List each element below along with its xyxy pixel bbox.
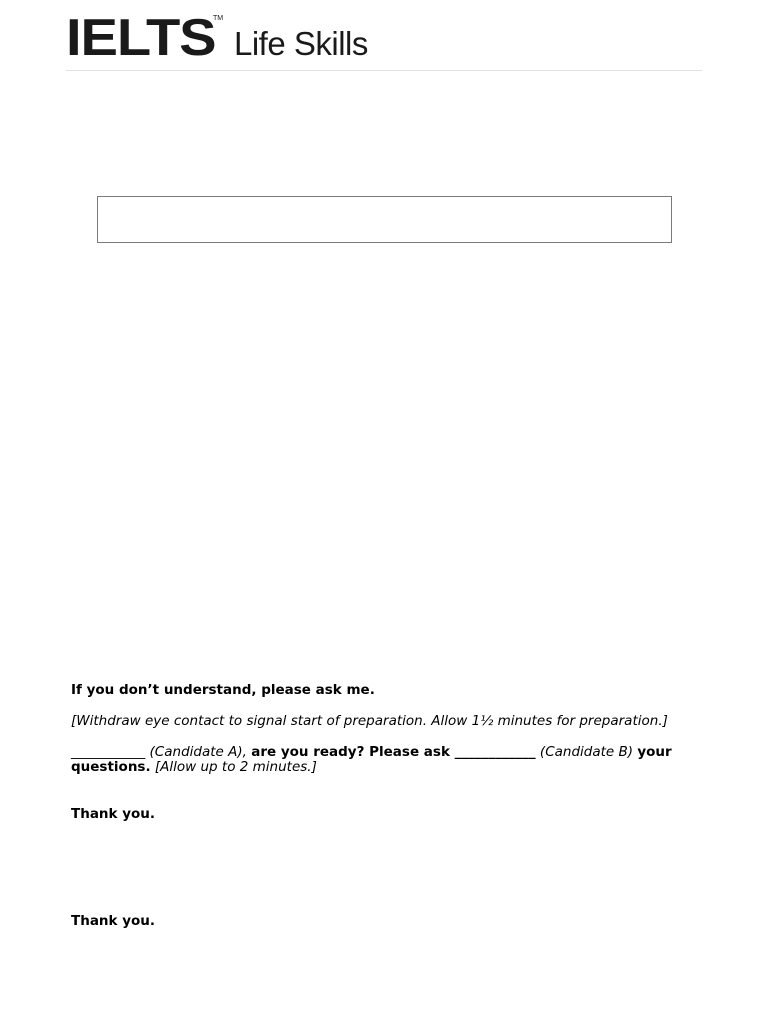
time-instruction: [Allow up to 2 minutes.] — [150, 759, 317, 775]
candidate-b-label: (Candidate B) — [535, 744, 638, 760]
preparation-instruction: [Withdraw eye contact to signal start of preparation. Allow 1½ minutes for preparation.] — [71, 713, 668, 729]
your-word: your — [637, 744, 672, 760]
ielts-logo: IELTS — [66, 9, 216, 67]
questions-word: questions. — [71, 759, 151, 775]
candidate-a-label: (Candidate A), — [145, 744, 252, 760]
trademark-mark: TM — [213, 15, 224, 22]
thank-you-second: Thank you. — [71, 913, 156, 929]
thank-you-first: Thank you. — [71, 806, 156, 822]
candidate-b-blank: ____________ — [454, 744, 536, 760]
life-skills-logo-text: Life Skills — [234, 25, 368, 62]
ready-prompt: are you ready? Please ask — [251, 744, 455, 760]
empty-frame — [97, 196, 672, 243]
candidate-a-blank: ___________ — [71, 744, 146, 760]
page-header — [66, 9, 702, 71]
ask-me-line: If you don’t understand, please ask me. — [71, 682, 375, 698]
candidate-prompt — [71, 745, 711, 775]
